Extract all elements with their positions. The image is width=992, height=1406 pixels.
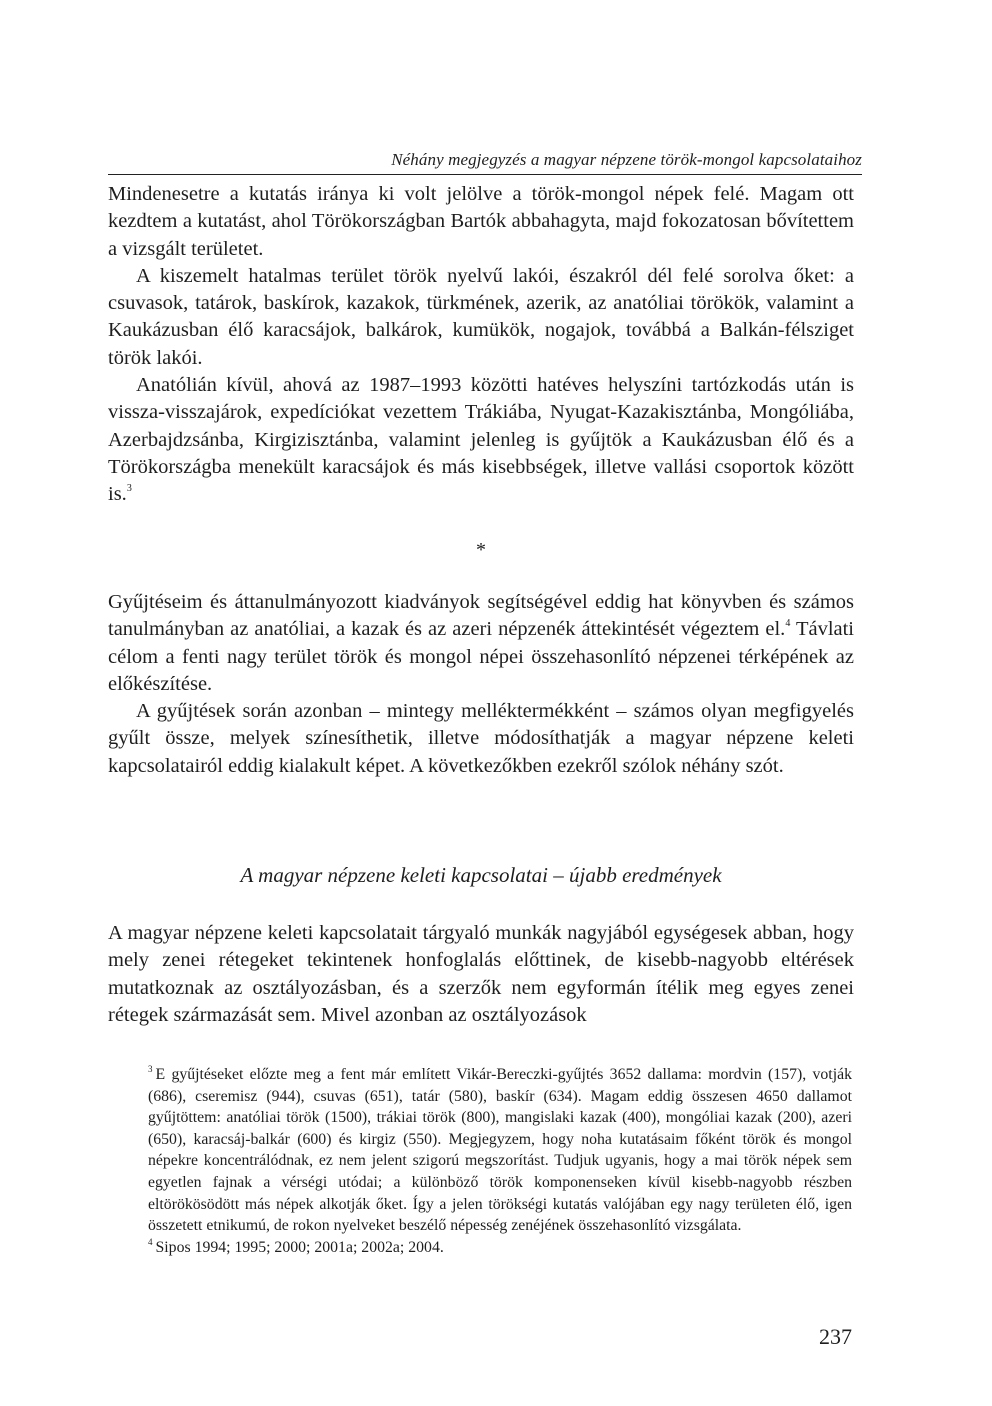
footnote-text: E gyűjtéseket előzte meg a fent már említett Vikár-Bereczki-gyűjtés 3652 dallama: mordvin (157), votják (686), cseremisz (944), csuvas (651), tatár (580), baskír (634). Magam eddig összesen 4650 dallamot gyűjtöttem: anatóliai török (1500), trákiai török (800), mangislaki kazak (400), mongóliai kazak (200), azeri (650), karacsáj-balkár (600) és kirgiz (550). Megjegyzem, hogy noha kutatásaim főként török és mongol népekre koncentrálódnak, ez nem jelent szigorú megszorítást. Tudjuk ugyanis, hogy a mai török népek sem egyetlen fajnak a vérségi utódai; a különböző török komponenseken kívül kisebb-nagyobb részben eltörökösödött más népek alkotják őket. Így a jelen törökségi kutatás valójában egy nagy területen élő, igen összetett etnikumú, de rokon nyelveket beszélő népesség zenéjének összehasonlító vizsgálata.: [148, 1066, 852, 1235]
header-rule: [108, 174, 862, 175]
footnotes: [148, 1064, 852, 1258]
paragraph-text: Anatólián kívül, ahová az 1987–1993 közötti hatéves helyszíni tartózkodás után is vissza-visszajárok, expedíciókat vezettem Trákiába, Nyugat-Kazakisztánba, Mongóliába, Azerbajdzsánba, Kirgizisztánba, valamint jelenleg is gyűjtök a Kaukázusban élő és a Törökországba menekült karacsájok és más kisebbségek, illetve vallási csoportok között is.: [108, 374, 854, 506]
paragraph: [108, 589, 854, 698]
footnote-mark: 3: [148, 1064, 153, 1074]
section-divider-asterisk: *: [476, 539, 486, 561]
paragraph: A gyűjtések során azonban – mintegy melléktermékként – számos olyan megfigyelés gyűlt össze, melyek színesíthetik, illetve módosíthatják a magyar népzene keleti kapcsolatairól eddig kialakult képet. A következőkben ezekről szólok néhány szót.: [108, 700, 854, 777]
paragraph: Mindenesetre a kutatás iránya ki volt jelölve a török-mongol népek felé. Magam ott kezdtem a kutatást, ahol Törökországban Bartók abbahagyta, majd fokozatosan bővítettem a vizsgált területet.: [108, 183, 854, 260]
running-head: Néhány megjegyzés a magyar népzene török-mongol kapcsolataihoz: [391, 150, 862, 169]
body-text-block-1: [108, 181, 854, 509]
footnote-mark: 4: [148, 1236, 153, 1247]
footnote-text: Sipos 1994; 1995; 2000; 2001a; 2002a; 2004.: [155, 1238, 444, 1256]
section-title: A magyar népzene keleti kapcsolatai – újabb eredmények: [240, 863, 722, 887]
footnote-reference: 4: [785, 618, 791, 630]
footnote: [148, 1064, 852, 1237]
paragraph-text: Gyűjtéseim és áttanulmányozott kiadványok segítségével eddig hat könyvben és számos tanulmányban az anatóliai, a kazak és az azeri népzenék áttekintését végeztem el.: [108, 591, 854, 641]
footnote-reference: 3: [126, 483, 132, 495]
paragraph-text: Távlati célom a fenti nagy terület török és mongol népei összehasonlító népzenei térképének az előkészítése.: [108, 618, 855, 695]
paragraph: A kiszemelt hatalmas terület török nyelvű lakói, északról dél felé sorolva őket: a csuvasok, tatárok, baskírok, kazakok, türkmének, azerik, az anatóliai törökök, valamint a Kaukázusban élő karacsájok, balkárok, kumükök, nogajok, továbbá a Balkán-félsziget török lakói.: [108, 264, 854, 369]
body-text-block-2: [108, 589, 854, 780]
paragraph: [108, 372, 854, 508]
page-number: 237: [819, 1324, 852, 1349]
body-text-block-3: [108, 920, 854, 1029]
paragraph: A magyar népzene keleti kapcsolatait tárgyaló munkák nagyjából egységesek abban, hogy mely zenei rétegeket tekintenek honfoglalás előttinek, de kisebb-nagyobb eltérések mutatkoznak az osztályozásban, és a szerzők nem egyformán ítélik meg egyes zenei rétegek származását sem. Mivel azonban az osztályozások: [108, 922, 854, 1026]
footnote: [148, 1237, 852, 1259]
